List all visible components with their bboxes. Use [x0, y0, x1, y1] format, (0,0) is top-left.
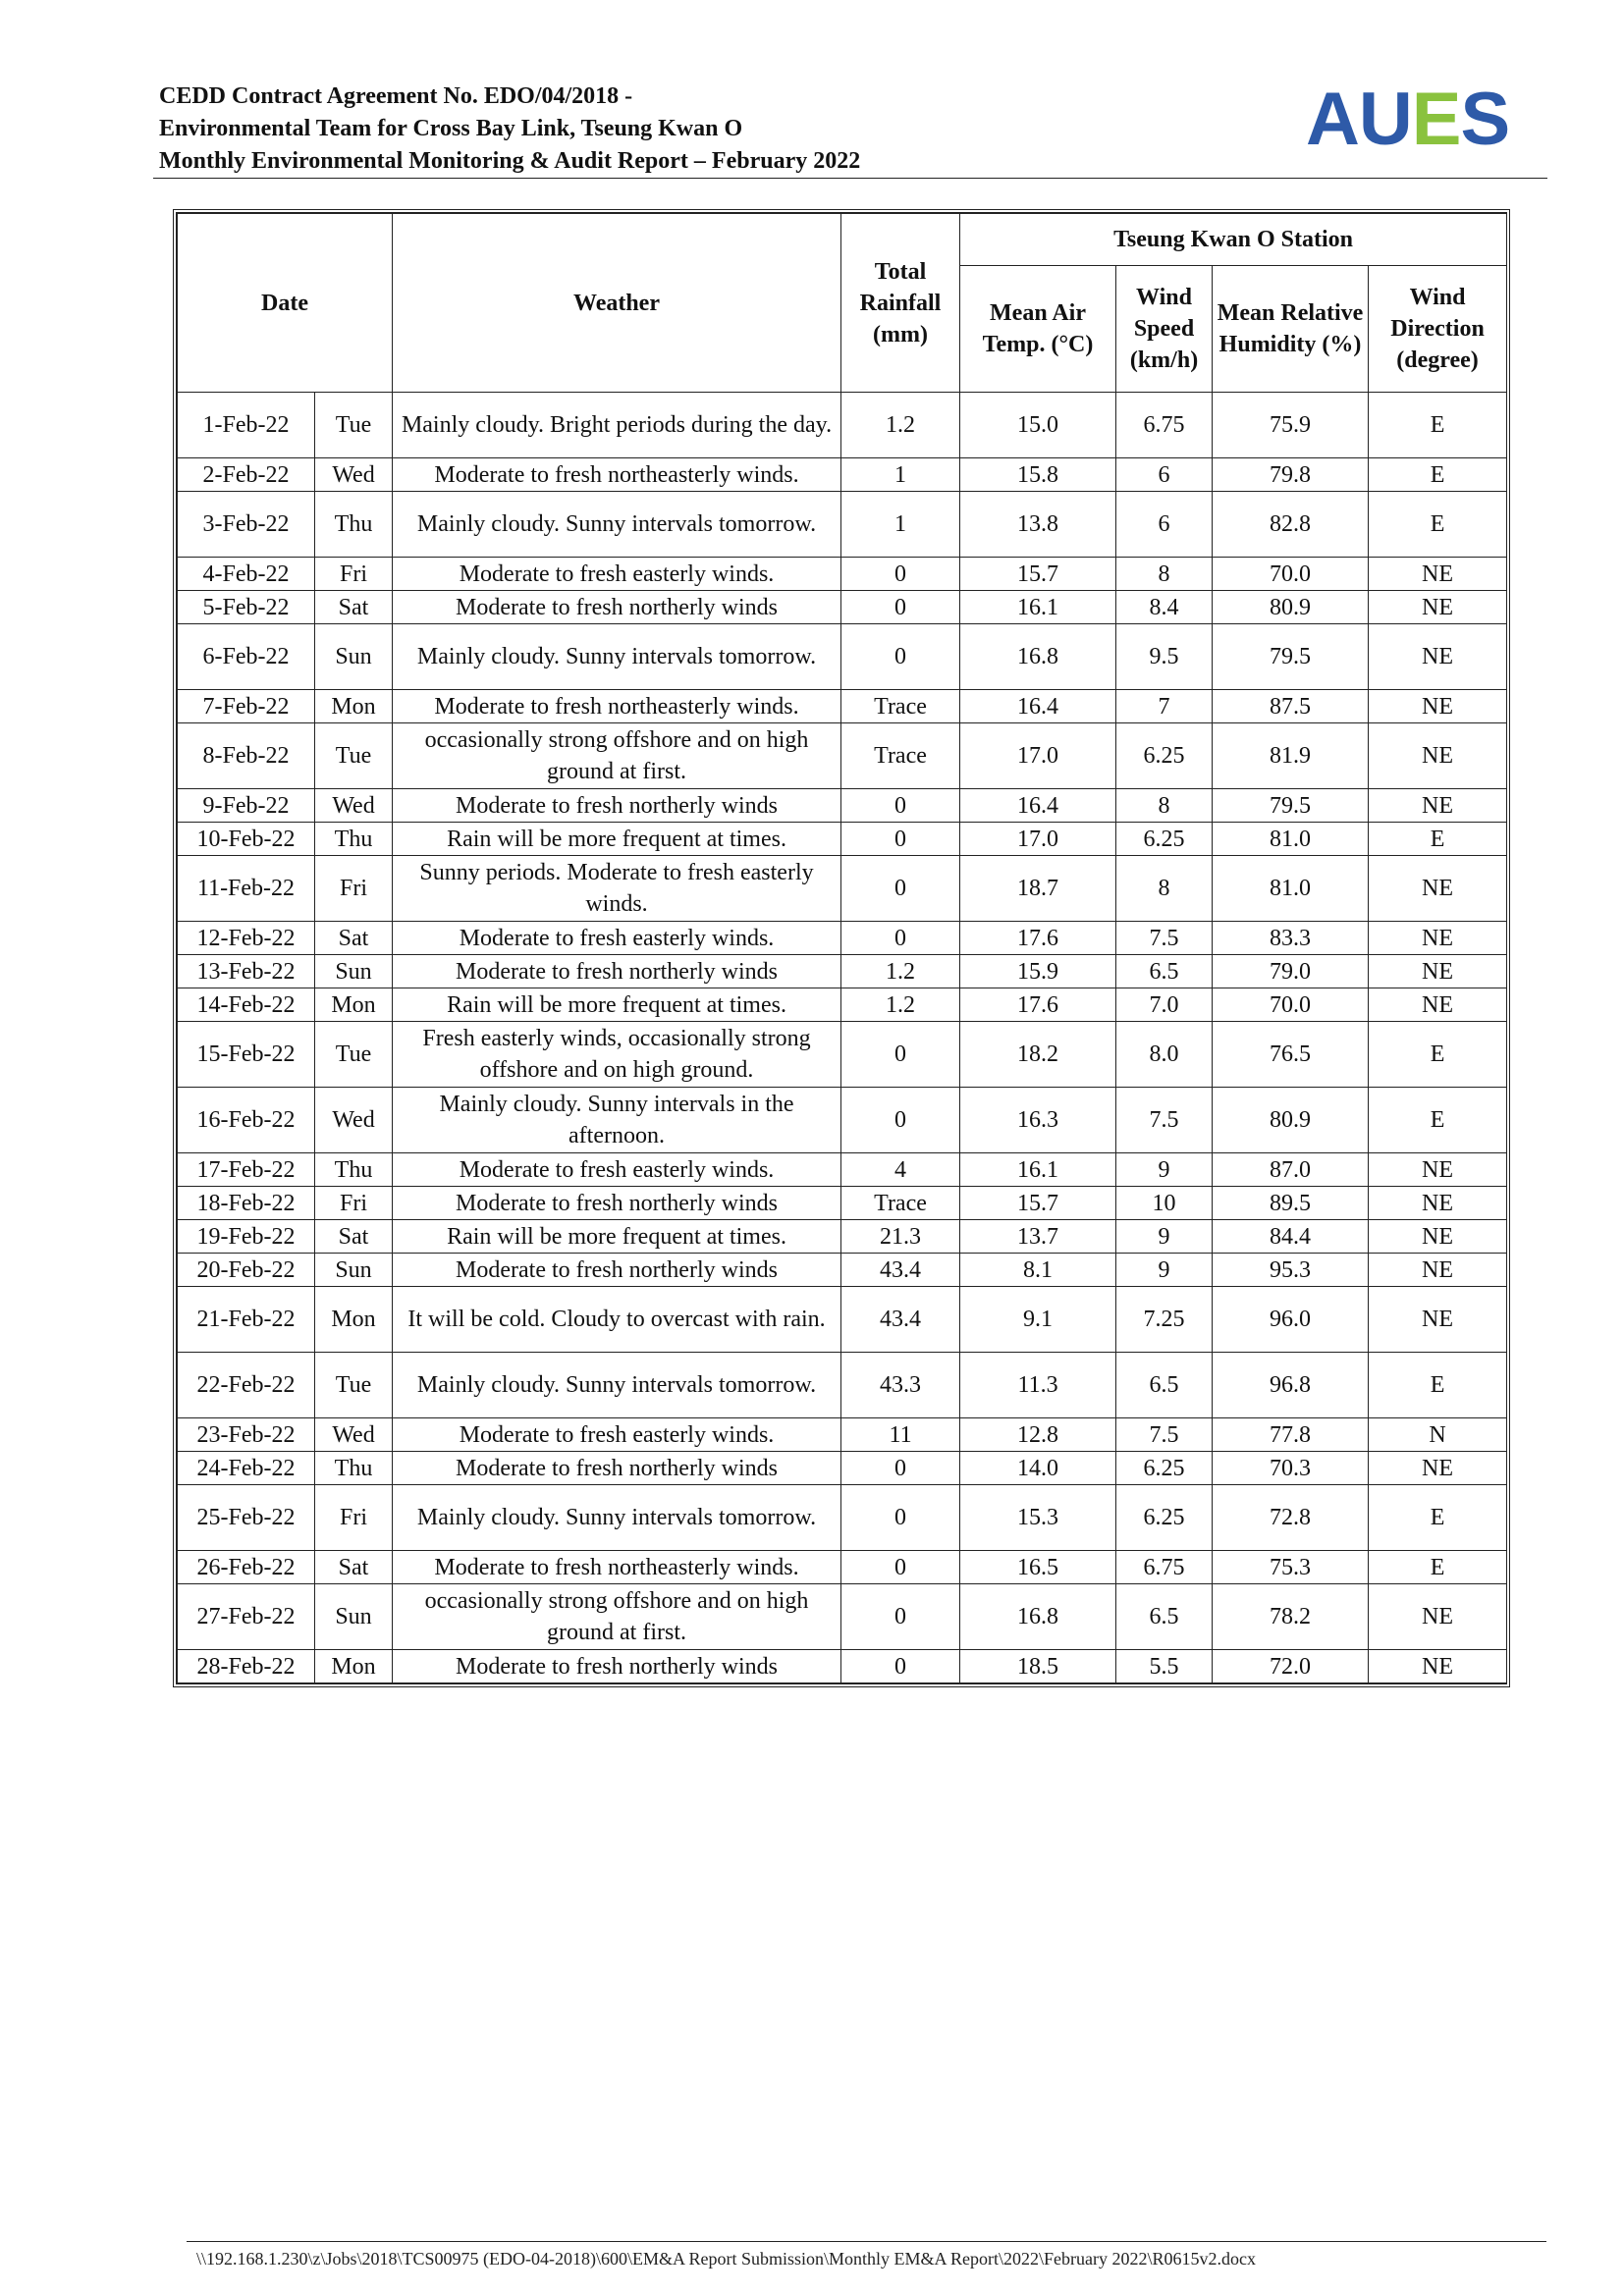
- temp-cell: 12.8: [960, 1418, 1116, 1452]
- col-header-temp: Mean Air Temp. (°C): [960, 266, 1116, 393]
- humidity-cell: 70.0: [1213, 988, 1369, 1022]
- table-row: [178, 1353, 1507, 1418]
- date-cell: 1-Feb-22: [178, 393, 315, 458]
- table-row: [178, 1220, 1507, 1254]
- date-cell: 16-Feb-22: [178, 1088, 315, 1153]
- col-header-date: Date: [178, 214, 393, 393]
- rainfall-cell: 0: [841, 1551, 960, 1584]
- date-cell: 19-Feb-22: [178, 1220, 315, 1254]
- wind-dir-cell: NE: [1369, 690, 1507, 723]
- table-row: [178, 690, 1507, 723]
- weather-cell: Rain will be more frequent at times.: [393, 823, 841, 856]
- wind-dir-cell: NE: [1369, 1584, 1507, 1650]
- humidity-cell: 87.0: [1213, 1153, 1369, 1187]
- rainfall-cell: 0: [841, 789, 960, 823]
- col-header-wind-speed: Wind Speed (km/h): [1116, 266, 1213, 393]
- wind-speed-cell: 6: [1116, 492, 1213, 558]
- wind-speed-cell: 6.5: [1116, 1584, 1213, 1650]
- wind-speed-cell: 8: [1116, 789, 1213, 823]
- day-cell: Thu: [315, 1452, 393, 1485]
- station-header: Tseung Kwan O Station: [960, 214, 1507, 266]
- date-cell: 18-Feb-22: [178, 1187, 315, 1220]
- wind-speed-cell: 9.5: [1116, 624, 1213, 690]
- temp-cell: 11.3: [960, 1353, 1116, 1418]
- weather-cell: Mainly cloudy. Sunny intervals tomorrow.: [393, 624, 841, 690]
- day-cell: Fri: [315, 1187, 393, 1220]
- temp-cell: 16.4: [960, 789, 1116, 823]
- humidity-cell: 96.8: [1213, 1353, 1369, 1418]
- temp-cell: 17.0: [960, 823, 1116, 856]
- wind-speed-cell: 9: [1116, 1153, 1213, 1187]
- humidity-cell: 79.5: [1213, 789, 1369, 823]
- wind-dir-cell: E: [1369, 393, 1507, 458]
- wind-dir-cell: E: [1369, 492, 1507, 558]
- wind-speed-cell: 8: [1116, 856, 1213, 922]
- temp-cell: 16.4: [960, 690, 1116, 723]
- table-row: [178, 591, 1507, 624]
- wind-speed-cell: 6: [1116, 458, 1213, 492]
- rainfall-cell: 0: [841, 1584, 960, 1650]
- temp-cell: 15.0: [960, 393, 1116, 458]
- temp-cell: 15.7: [960, 1187, 1116, 1220]
- table-row: [178, 1022, 1507, 1088]
- weather-cell: Mainly cloudy. Sunny intervals tomorrow.: [393, 1485, 841, 1551]
- table-row: [178, 1452, 1507, 1485]
- weather-cell: Mainly cloudy. Sunny intervals tomorrow.: [393, 492, 841, 558]
- wind-dir-cell: E: [1369, 1022, 1507, 1088]
- humidity-cell: 81.0: [1213, 856, 1369, 922]
- temp-cell: 9.1: [960, 1287, 1116, 1353]
- wind-speed-cell: 7.5: [1116, 1418, 1213, 1452]
- day-cell: Tue: [315, 723, 393, 789]
- humidity-cell: 81.9: [1213, 723, 1369, 789]
- wind-dir-cell: E: [1369, 1088, 1507, 1153]
- rainfall-cell: 0: [841, 1485, 960, 1551]
- wind-dir-cell: E: [1369, 458, 1507, 492]
- header-line-1: CEDD Contract Agreement No. EDO/04/2018 -: [159, 83, 633, 109]
- temp-cell: 17.6: [960, 988, 1116, 1022]
- rainfall-cell: 1.2: [841, 393, 960, 458]
- wind-dir-cell: NE: [1369, 922, 1507, 955]
- day-cell: Fri: [315, 1485, 393, 1551]
- table-row: [178, 856, 1507, 922]
- date-cell: 25-Feb-22: [178, 1485, 315, 1551]
- day-cell: Wed: [315, 789, 393, 823]
- temp-cell: 15.3: [960, 1485, 1116, 1551]
- humidity-cell: 78.2: [1213, 1584, 1369, 1650]
- date-cell: 4-Feb-22: [178, 558, 315, 591]
- table-row: [178, 1287, 1507, 1353]
- date-cell: 2-Feb-22: [178, 458, 315, 492]
- day-cell: Sun: [315, 955, 393, 988]
- weather-cell: Moderate to fresh northerly winds: [393, 1254, 841, 1287]
- humidity-cell: 89.5: [1213, 1187, 1369, 1220]
- wind-speed-cell: 8.4: [1116, 591, 1213, 624]
- temp-cell: 13.8: [960, 492, 1116, 558]
- weather-cell: Moderate to fresh easterly winds.: [393, 558, 841, 591]
- day-cell: Sun: [315, 1584, 393, 1650]
- footer-file-path: \\192.168.1.230\z\Jobs\2018\TCS00975 (EDO-04-2018)\600\EM&A Report Submission\Monthly EM&A Report\2022\February 2022\R0615v2.docx: [196, 2249, 1256, 2269]
- wind-dir-cell: E: [1369, 823, 1507, 856]
- date-cell: 26-Feb-22: [178, 1551, 315, 1584]
- wind-dir-cell: E: [1369, 1353, 1507, 1418]
- date-cell: 28-Feb-22: [178, 1650, 315, 1683]
- rainfall-cell: 21.3: [841, 1220, 960, 1254]
- col-header-rainfall: Total Rainfall (mm): [841, 214, 960, 393]
- weather-cell: Moderate to fresh northeasterly winds.: [393, 1551, 841, 1584]
- wind-dir-cell: NE: [1369, 591, 1507, 624]
- wind-dir-cell: NE: [1369, 723, 1507, 789]
- humidity-cell: 76.5: [1213, 1022, 1369, 1088]
- humidity-cell: 80.9: [1213, 1088, 1369, 1153]
- table-row: [178, 1187, 1507, 1220]
- wind-dir-cell: NE: [1369, 789, 1507, 823]
- temp-cell: 16.1: [960, 591, 1116, 624]
- day-cell: Sat: [315, 922, 393, 955]
- header-line-3: Monthly Environmental Monitoring & Audit Report – February 2022: [159, 148, 861, 174]
- wind-dir-cell: NE: [1369, 1153, 1507, 1187]
- table-row: [178, 1551, 1507, 1584]
- day-cell: Wed: [315, 1418, 393, 1452]
- day-cell: Mon: [315, 1287, 393, 1353]
- rainfall-cell: 0: [841, 558, 960, 591]
- table-row: [178, 789, 1507, 823]
- temp-cell: 18.5: [960, 1650, 1116, 1683]
- weather-cell: Rain will be more frequent at times.: [393, 1220, 841, 1254]
- weather-cell: Moderate to fresh northeasterly winds.: [393, 690, 841, 723]
- date-cell: 17-Feb-22: [178, 1153, 315, 1187]
- weather-cell: Rain will be more frequent at times.: [393, 988, 841, 1022]
- rainfall-cell: 1.2: [841, 955, 960, 988]
- table-row: [178, 1650, 1507, 1683]
- weather-cell: Moderate to fresh easterly winds.: [393, 922, 841, 955]
- humidity-cell: 95.3: [1213, 1254, 1369, 1287]
- weather-cell: occasionally strong offshore and on high ground at first.: [393, 1584, 841, 1650]
- day-cell: Fri: [315, 558, 393, 591]
- table-row: [178, 393, 1507, 458]
- table-row: [178, 492, 1507, 558]
- day-cell: Sat: [315, 1551, 393, 1584]
- footer-divider: [187, 2241, 1546, 2242]
- day-cell: Tue: [315, 1353, 393, 1418]
- wind-speed-cell: 6.25: [1116, 823, 1213, 856]
- day-cell: Thu: [315, 1153, 393, 1187]
- table-row: [178, 558, 1507, 591]
- wind-speed-cell: 6.5: [1116, 1353, 1213, 1418]
- date-cell: 3-Feb-22: [178, 492, 315, 558]
- date-cell: 23-Feb-22: [178, 1418, 315, 1452]
- rainfall-cell: 1: [841, 492, 960, 558]
- rainfall-cell: 0: [841, 624, 960, 690]
- date-cell: 5-Feb-22: [178, 591, 315, 624]
- rainfall-cell: 0: [841, 1452, 960, 1485]
- wind-speed-cell: 9: [1116, 1254, 1213, 1287]
- temp-cell: 13.7: [960, 1220, 1116, 1254]
- weather-cell: Mainly cloudy. Sunny intervals in the afternoon.: [393, 1088, 841, 1153]
- wind-dir-cell: NE: [1369, 856, 1507, 922]
- date-cell: 22-Feb-22: [178, 1353, 315, 1418]
- day-cell: Mon: [315, 988, 393, 1022]
- wind-speed-cell: 7: [1116, 690, 1213, 723]
- day-cell: Sat: [315, 1220, 393, 1254]
- rainfall-cell: 0: [841, 1022, 960, 1088]
- date-cell: 24-Feb-22: [178, 1452, 315, 1485]
- humidity-cell: 70.0: [1213, 558, 1369, 591]
- humidity-cell: 80.9: [1213, 591, 1369, 624]
- humidity-cell: 87.5: [1213, 690, 1369, 723]
- table-row: [178, 1584, 1507, 1650]
- weather-cell: Moderate to fresh easterly winds.: [393, 1153, 841, 1187]
- humidity-cell: 75.3: [1213, 1551, 1369, 1584]
- rainfall-cell: 0: [841, 922, 960, 955]
- temp-cell: 16.8: [960, 624, 1116, 690]
- col-header-wind-dir: Wind Direction (degree): [1369, 266, 1507, 393]
- table-row: [178, 1153, 1507, 1187]
- weather-table: [173, 209, 1510, 1687]
- weather-cell: Fresh easterly winds, occasionally strong offshore and on high ground.: [393, 1022, 841, 1088]
- day-cell: Sat: [315, 591, 393, 624]
- weather-cell: It will be cold. Cloudy to overcast with rain.: [393, 1287, 841, 1353]
- table-body: [178, 393, 1507, 1683]
- rainfall-cell: 43.4: [841, 1287, 960, 1353]
- table-row: [178, 922, 1507, 955]
- weather-cell: Mainly cloudy. Bright periods during the day.: [393, 393, 841, 458]
- wind-speed-cell: 6.75: [1116, 1551, 1213, 1584]
- day-cell: Tue: [315, 1022, 393, 1088]
- temp-cell: 8.1: [960, 1254, 1116, 1287]
- temp-cell: 18.2: [960, 1022, 1116, 1088]
- rainfall-cell: 11: [841, 1418, 960, 1452]
- weather-cell: Moderate to fresh easterly winds.: [393, 1418, 841, 1452]
- wind-dir-cell: NE: [1369, 1287, 1507, 1353]
- table-row: [178, 458, 1507, 492]
- date-cell: 7-Feb-22: [178, 690, 315, 723]
- rainfall-cell: 1.2: [841, 988, 960, 1022]
- weather-cell: occasionally strong offshore and on high ground at first.: [393, 723, 841, 789]
- rainfall-cell: Trace: [841, 723, 960, 789]
- date-cell: 14-Feb-22: [178, 988, 315, 1022]
- col-header-humidity: Mean Relative Humidity (%): [1213, 266, 1369, 393]
- day-cell: Mon: [315, 1650, 393, 1683]
- table-row: [178, 988, 1507, 1022]
- wind-dir-cell: N: [1369, 1418, 1507, 1452]
- temp-cell: 15.9: [960, 955, 1116, 988]
- rainfall-cell: 0: [841, 591, 960, 624]
- weather-cell: Moderate to fresh northerly winds: [393, 591, 841, 624]
- wind-speed-cell: 7.5: [1116, 1088, 1213, 1153]
- wind-speed-cell: 7.5: [1116, 922, 1213, 955]
- temp-cell: 16.3: [960, 1088, 1116, 1153]
- wind-dir-cell: NE: [1369, 988, 1507, 1022]
- rainfall-cell: 43.4: [841, 1254, 960, 1287]
- humidity-cell: 96.0: [1213, 1287, 1369, 1353]
- table-row: [178, 1418, 1507, 1452]
- humidity-cell: 72.8: [1213, 1485, 1369, 1551]
- wind-speed-cell: 6.75: [1116, 393, 1213, 458]
- date-cell: 13-Feb-22: [178, 955, 315, 988]
- header-line-2: Environmental Team for Cross Bay Link, Tseung Kwan O: [159, 116, 743, 141]
- humidity-cell: 72.0: [1213, 1650, 1369, 1683]
- wind-speed-cell: 6.5: [1116, 955, 1213, 988]
- table-row: [178, 1254, 1507, 1287]
- day-cell: Sun: [315, 1254, 393, 1287]
- weather-cell: Moderate to fresh northerly winds: [393, 1187, 841, 1220]
- weather-cell: Moderate to fresh northerly winds: [393, 1452, 841, 1485]
- rainfall-cell: 0: [841, 1650, 960, 1683]
- date-cell: 9-Feb-22: [178, 789, 315, 823]
- wind-dir-cell: NE: [1369, 1650, 1507, 1683]
- rainfall-cell: 0: [841, 823, 960, 856]
- humidity-cell: 82.8: [1213, 492, 1369, 558]
- day-cell: Wed: [315, 1088, 393, 1153]
- humidity-cell: 83.3: [1213, 922, 1369, 955]
- humidity-cell: 79.8: [1213, 458, 1369, 492]
- day-cell: Wed: [315, 458, 393, 492]
- day-cell: Sun: [315, 624, 393, 690]
- date-cell: 11-Feb-22: [178, 856, 315, 922]
- day-cell: Fri: [315, 856, 393, 922]
- wind-dir-cell: NE: [1369, 1254, 1507, 1287]
- day-cell: Thu: [315, 492, 393, 558]
- temp-cell: 17.0: [960, 723, 1116, 789]
- table-row: [178, 1088, 1507, 1153]
- temp-cell: 16.5: [960, 1551, 1116, 1584]
- wind-speed-cell: 6.25: [1116, 1452, 1213, 1485]
- humidity-cell: 79.5: [1213, 624, 1369, 690]
- wind-dir-cell: NE: [1369, 1452, 1507, 1485]
- wind-speed-cell: 8.0: [1116, 1022, 1213, 1088]
- date-cell: 10-Feb-22: [178, 823, 315, 856]
- weather-cell: Moderate to fresh northerly winds: [393, 955, 841, 988]
- temp-cell: 14.0: [960, 1452, 1116, 1485]
- rainfall-cell: 0: [841, 1088, 960, 1153]
- table-row: [178, 1485, 1507, 1551]
- wind-speed-cell: 6.25: [1116, 1485, 1213, 1551]
- wind-dir-cell: E: [1369, 1485, 1507, 1551]
- table-row: [178, 624, 1507, 690]
- temp-cell: 17.6: [960, 922, 1116, 955]
- temp-cell: 15.8: [960, 458, 1116, 492]
- weather-cell: Sunny periods. Moderate to fresh easterly winds.: [393, 856, 841, 922]
- wind-speed-cell: 9: [1116, 1220, 1213, 1254]
- wind-dir-cell: NE: [1369, 624, 1507, 690]
- wind-speed-cell: 7.25: [1116, 1287, 1213, 1353]
- humidity-cell: 75.9: [1213, 393, 1369, 458]
- rainfall-cell: Trace: [841, 1187, 960, 1220]
- aues-logo: AUES: [1306, 78, 1510, 161]
- humidity-cell: 77.8: [1213, 1418, 1369, 1452]
- date-cell: 20-Feb-22: [178, 1254, 315, 1287]
- day-cell: Thu: [315, 823, 393, 856]
- date-cell: 12-Feb-22: [178, 922, 315, 955]
- humidity-cell: 84.4: [1213, 1220, 1369, 1254]
- wind-speed-cell: 10: [1116, 1187, 1213, 1220]
- date-cell: 27-Feb-22: [178, 1584, 315, 1650]
- rainfall-cell: 1: [841, 458, 960, 492]
- rainfall-cell: 4: [841, 1153, 960, 1187]
- date-cell: 6-Feb-22: [178, 624, 315, 690]
- wind-dir-cell: NE: [1369, 955, 1507, 988]
- date-cell: 21-Feb-22: [178, 1287, 315, 1353]
- humidity-cell: 81.0: [1213, 823, 1369, 856]
- weather-cell: Moderate to fresh northeasterly winds.: [393, 458, 841, 492]
- temp-cell: 18.7: [960, 856, 1116, 922]
- wind-speed-cell: 7.0: [1116, 988, 1213, 1022]
- table-row: [178, 723, 1507, 789]
- weather-cell: Mainly cloudy. Sunny intervals tomorrow.: [393, 1353, 841, 1418]
- header-divider: [153, 178, 1547, 179]
- table-row: [178, 955, 1507, 988]
- wind-dir-cell: NE: [1369, 1187, 1507, 1220]
- temp-cell: 16.8: [960, 1584, 1116, 1650]
- wind-speed-cell: 5.5: [1116, 1650, 1213, 1683]
- humidity-cell: 79.0: [1213, 955, 1369, 988]
- date-cell: 15-Feb-22: [178, 1022, 315, 1088]
- table-row: [178, 823, 1507, 856]
- wind-dir-cell: NE: [1369, 1220, 1507, 1254]
- temp-cell: 16.1: [960, 1153, 1116, 1187]
- date-cell: 8-Feb-22: [178, 723, 315, 789]
- col-header-weather: Weather: [393, 214, 841, 393]
- temp-cell: 15.7: [960, 558, 1116, 591]
- weather-cell: Moderate to fresh northerly winds: [393, 1650, 841, 1683]
- humidity-cell: 70.3: [1213, 1452, 1369, 1485]
- wind-speed-cell: 6.25: [1116, 723, 1213, 789]
- rainfall-cell: 43.3: [841, 1353, 960, 1418]
- wind-dir-cell: NE: [1369, 558, 1507, 591]
- day-cell: Tue: [315, 393, 393, 458]
- wind-speed-cell: 8: [1116, 558, 1213, 591]
- day-cell: Mon: [315, 690, 393, 723]
- rainfall-cell: 0: [841, 856, 960, 922]
- wind-dir-cell: E: [1369, 1551, 1507, 1584]
- weather-cell: Moderate to fresh northerly winds: [393, 789, 841, 823]
- rainfall-cell: Trace: [841, 690, 960, 723]
